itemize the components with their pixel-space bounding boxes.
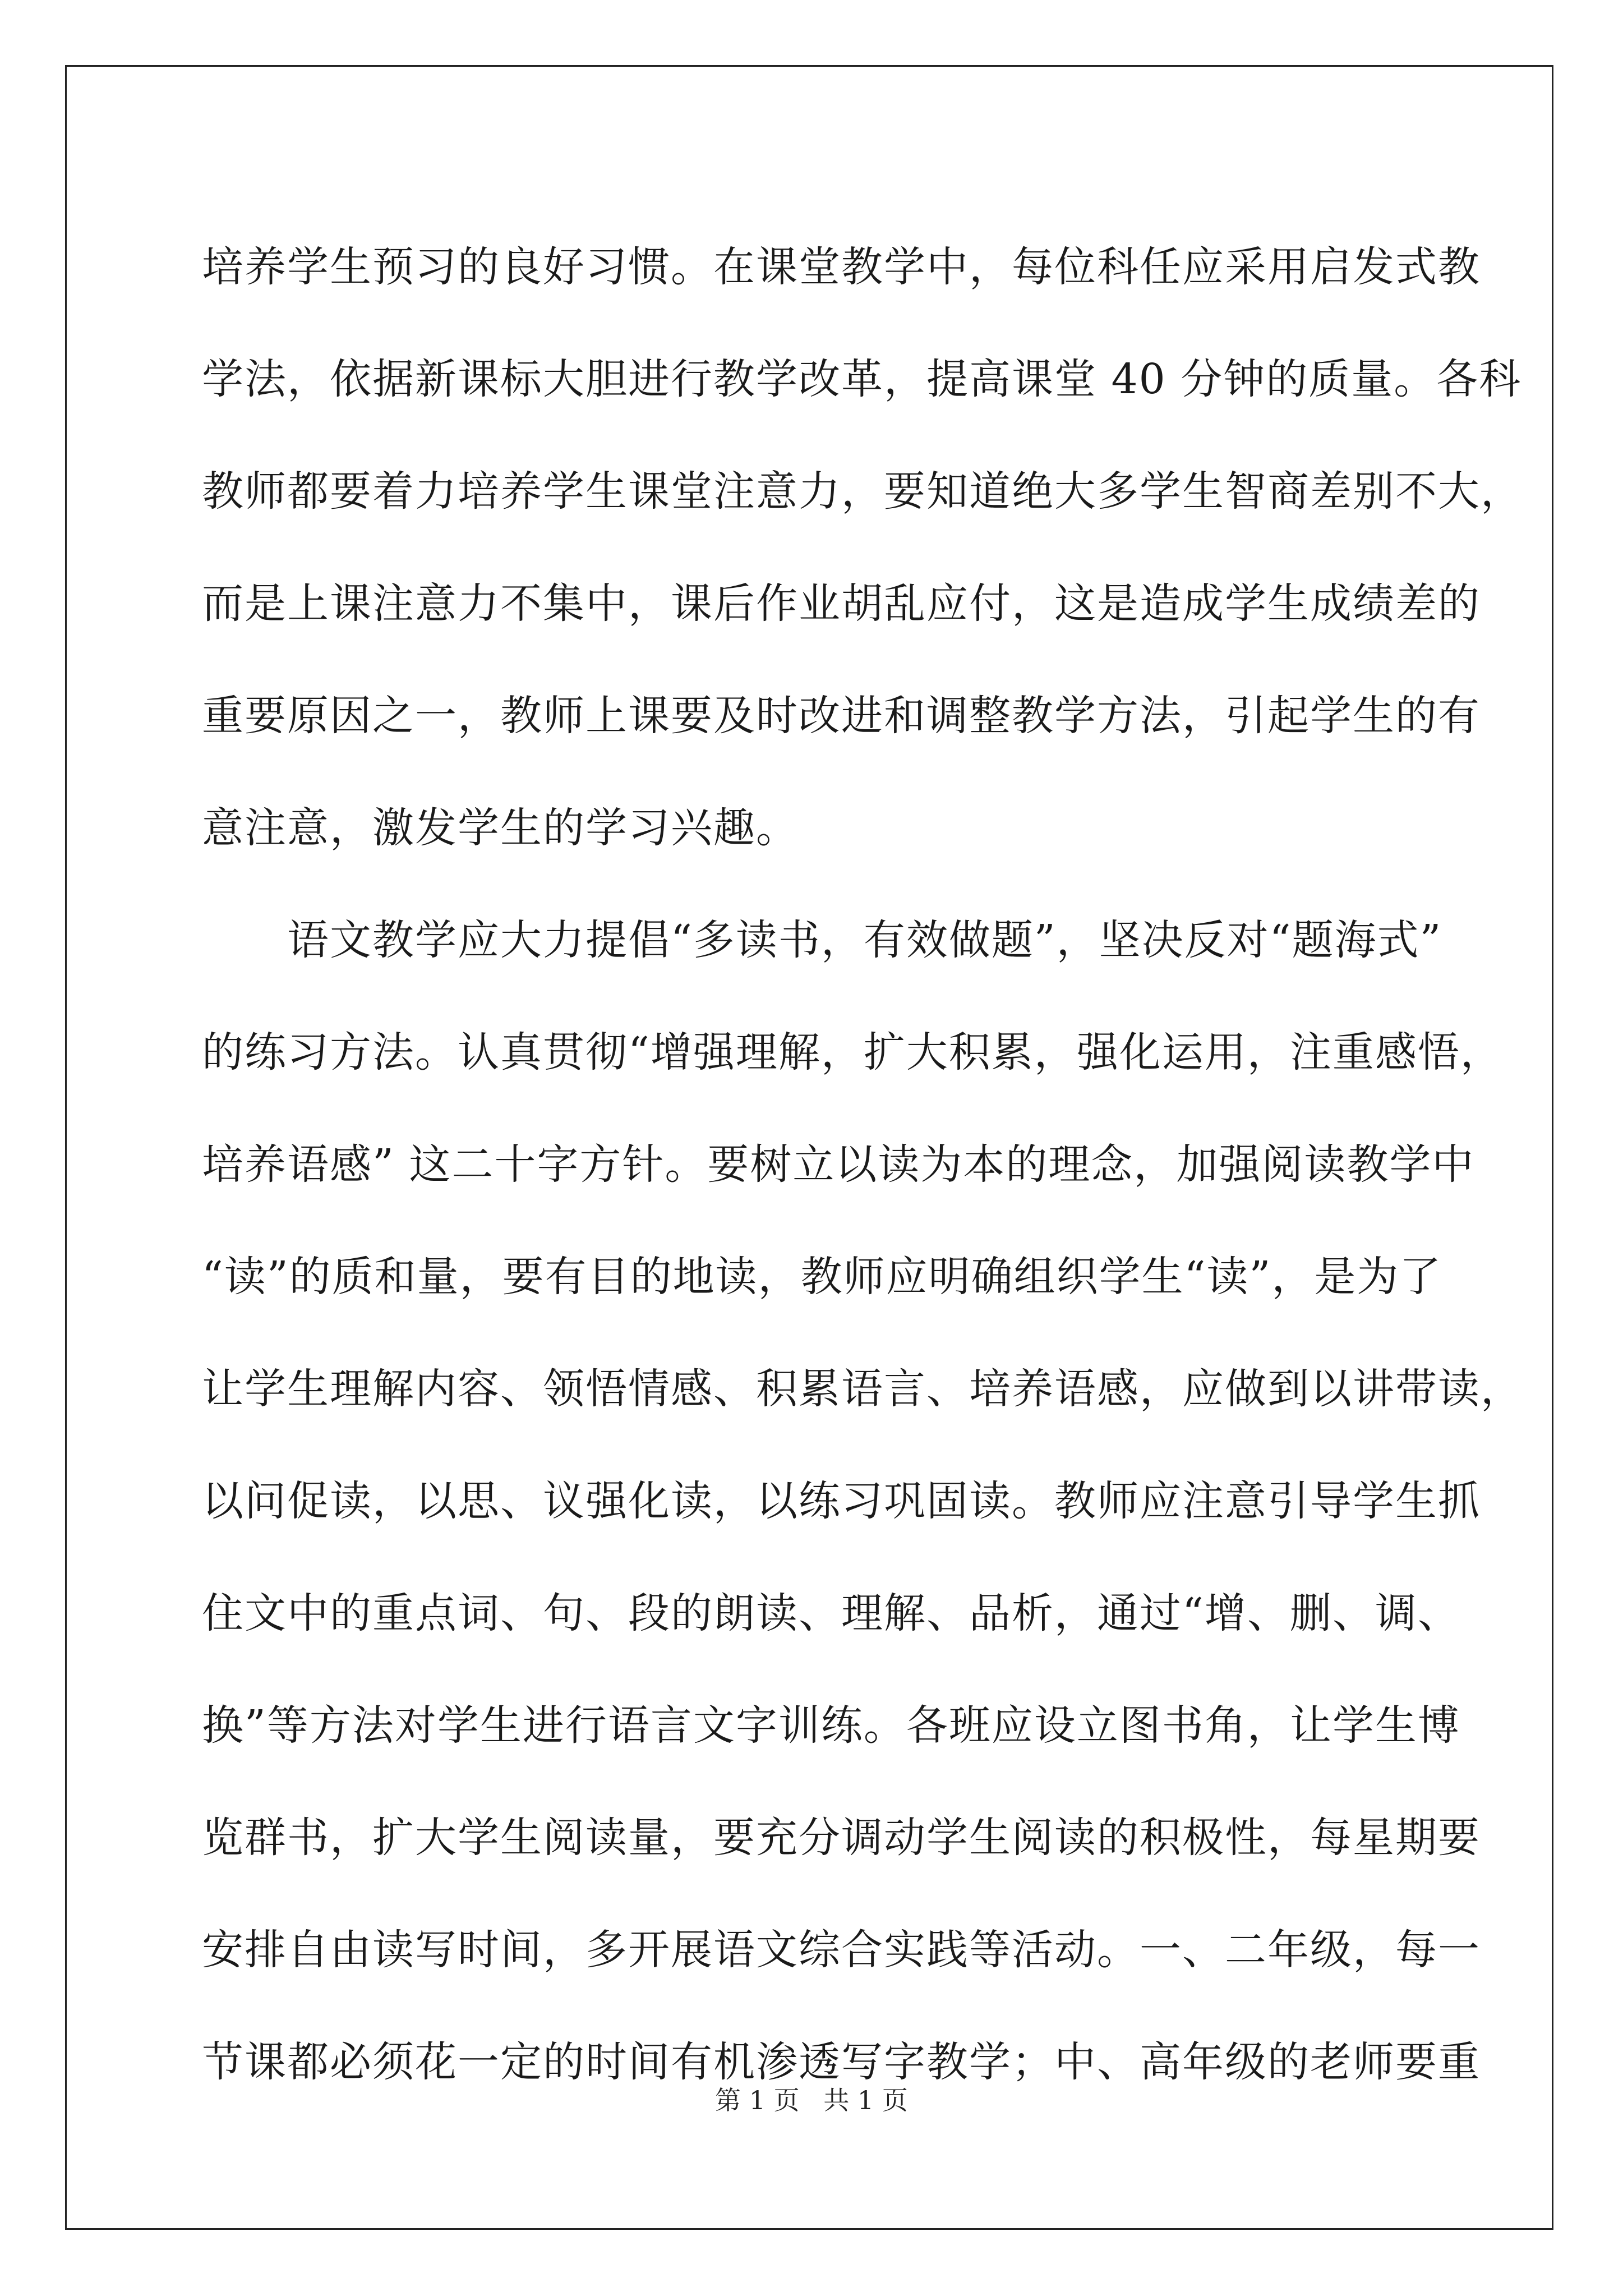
text-line: 览群书，扩大学生阅读量，要充分调动学生阅读的积极性，每星期要	[202, 1814, 1481, 1862]
page-footer	[0, 2083, 1623, 2117]
page-total: 共 1 页	[823, 2085, 908, 2115]
text-line: 语文教学应大力提倡“多读书，有效做题”，坚决反对“题海式”	[202, 916, 1442, 964]
page-number: 第 1 页	[715, 2085, 800, 2115]
text-line: 安排自由读写时间，多开展语文综合实践等活动。一、二年级，每一	[202, 1926, 1481, 1974]
text-line: 意注意，激发学生的学习兴趣。	[202, 804, 799, 852]
text-line: 重要原因之一，教师上课要及时改进和调整教学方法，引起学生的有	[202, 692, 1481, 740]
text-line: 换”等方法对学生进行语言文字训练。各班应设立图书角，让学生博	[202, 1701, 1460, 1750]
text-line: 培养语感” 这二十字方针。要树立以读为本的理念，加强阅读教学中	[202, 1140, 1475, 1189]
text-line: “读”的质和量，要有目的地读，教师应明确组织学生“读”，是为了	[202, 1253, 1442, 1301]
text-line: 学法，依据新课标大胆进行教学改革，提高课堂 40 分钟的质量。各科	[202, 355, 1522, 403]
text-line: 的练习方法。认真贯彻“增强理解，扩大积累，强化运用，注重感悟，	[202, 1028, 1503, 1076]
text-line: 培养学生预习的良好习惯。在课堂教学中，每位科任应采用启发式教	[202, 243, 1481, 291]
document-body	[202, 211, 1523, 2118]
text-line: 节课都必须花一定的时间有机渗透写字教学；中、高年级的老师要重	[202, 2038, 1481, 2086]
text-line: 而是上课注意力不集中，课后作业胡乱应付，这是造成学生成绩差的	[202, 579, 1481, 628]
text-line: 教师都要着力培养学生课堂注意力，要知道绝大多学生智商差别不大，	[202, 467, 1523, 516]
text-line: 住文中的重点词、句、段的朗读、理解、品析，通过“增、删、调、	[202, 1589, 1460, 1637]
text-line: 让学生理解内容、领悟情感、积累语言、培养语感，应做到以讲带读，	[202, 1365, 1523, 1413]
text-line: 以问促读，以思、议强化读，以练习巩固读。教师应注意引导学生抓	[202, 1477, 1481, 1525]
